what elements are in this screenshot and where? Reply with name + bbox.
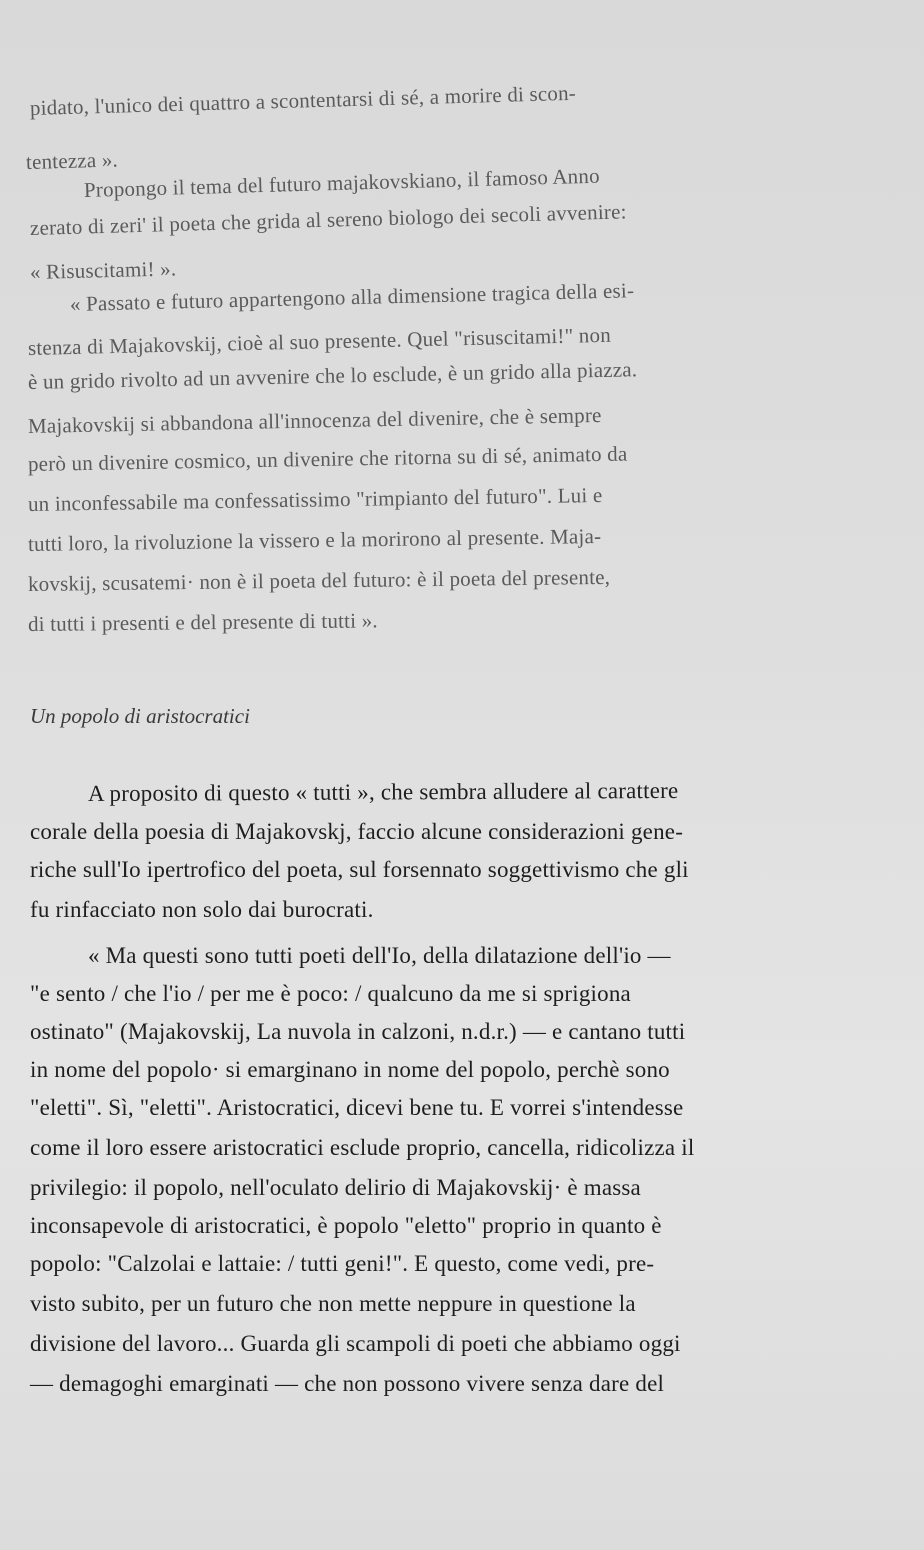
text-line: ostinato" (Majakovskij, La nuvola in calzoni, n.d.r.) — e cantano tutti [30, 1019, 686, 1044]
section-heading: Un popolo di aristocratici [30, 704, 250, 728]
text-line: popolo: "Calzolai e lattaie: / tutti geni!". E questo, come vedi, pre- [30, 1251, 655, 1276]
text-line: Propongo il tema del futuro majakovskiano, il famoso Anno [83, 163, 601, 202]
text-line: corale della poesia di Majakovskj, faccio alcune considerazioni gene- [30, 819, 684, 844]
text-line: stenza di Majakovskij, cioè al suo presente. Quel "risuscitami!" non [27, 322, 612, 360]
text-line: pidato, l'unico dei quattro a scontentarsi di sé, a morire di scon- [29, 80, 577, 120]
text-line: come il loro essere aristocratici esclude proprio, cancella, ridicolizza il [30, 1135, 695, 1160]
text-line: A proposito di questo « tutti », che sembra alludere al carattere [87, 777, 679, 806]
text-line: « Ma questi sono tutti poeti dell'Io, della dilatazione dell'io — [88, 943, 671, 968]
text-line: visto subito, per un futuro che non mette neppure in questione la [30, 1291, 636, 1316]
text-line: zerato di zeri' il poeta che grida al sereno biologo dei secoli avvenire: [29, 199, 627, 240]
text-line: inconsapevole di aristocratici, è popolo "eletto" proprio in quanto è [30, 1213, 662, 1238]
text-line: "e sento / che l'io / per me è poco: / qualcuno da me si sprigiona [30, 981, 631, 1006]
text-line: divisione del lavoro... Guarda gli scampoli di poeti che abbiamo oggi [30, 1331, 681, 1356]
text-line: riche sull'Io ipertrofico del poeta, sul forsennato soggettivismo che gli [30, 857, 689, 882]
text-line: un inconfessabile ma confessatissimo "rimpianto del futuro". Lui e [27, 482, 603, 516]
text-line: — demagoghi emarginati — che non possono vivere senza dare del [30, 1371, 665, 1396]
text-line: fu rinfacciato non solo dai burocrati. [30, 897, 374, 922]
text-line: però un divenire cosmico, un divenire che ritorna su di sé, animato da [27, 441, 628, 476]
text-line: tentezza ». [25, 147, 119, 174]
text-line: « Passato e futuro appartengono alla dimensione tragica della esi- [69, 278, 635, 316]
text-line: « Risuscitami! ». [29, 256, 177, 284]
text-line: Majakovskij si abbandona all'innocenza del divenire, che è sempre [27, 402, 602, 438]
text-line: "eletti". Sì, "eletti". Aristocratici, dicevi bene tu. E vorrei s'intendesse [30, 1095, 684, 1120]
text-line: di tutti i presenti e del presente di tutti ». [27, 608, 378, 636]
text-line: kovskij, scusatemi· non è il poeta del futuro: è il poeta del presente, [27, 564, 611, 596]
text-line: privilegio: il popolo, nell'oculato delirio di Majakovskij· è massa [30, 1175, 641, 1200]
text-line: tutti loro, la rivoluzione la vissero e la morirono al presente. Maja- [27, 523, 602, 556]
text-line: in nome del popolo· si emarginano in nome del popolo, perchè sono [30, 1057, 670, 1082]
text-line: è un grido rivolto ad un avvenire che lo esclude, è un grido alla piazza. [27, 357, 638, 394]
